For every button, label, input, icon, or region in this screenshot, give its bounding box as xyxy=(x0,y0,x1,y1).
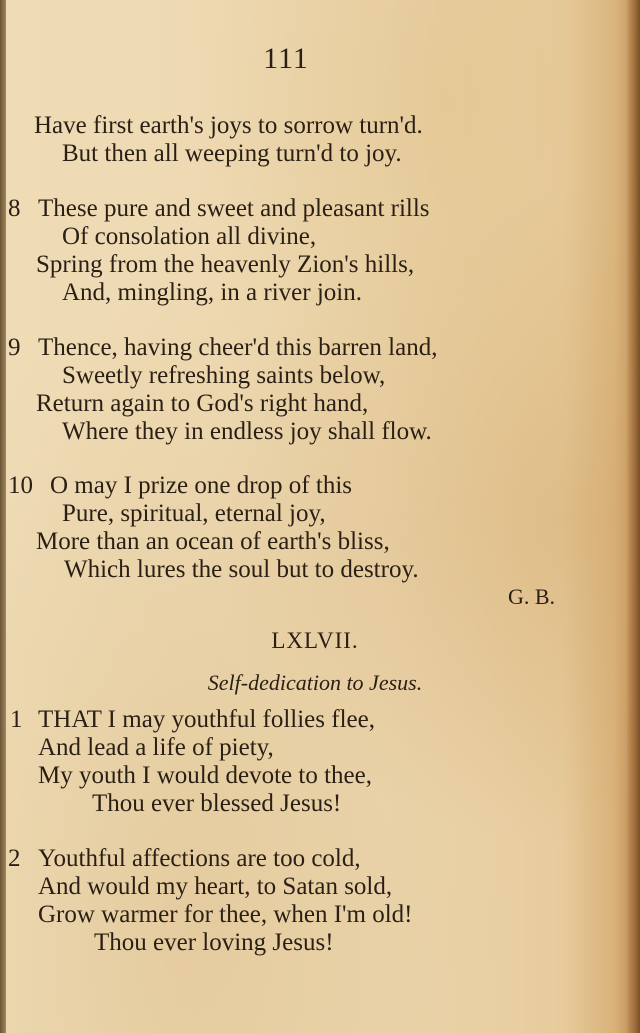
verse-line: More than an ocean of earth's bliss, xyxy=(36,528,390,555)
verse-line: But then all weeping turn'd to joy. xyxy=(62,140,402,167)
verse-line: Have first earth's joys to sorrow turn'd. xyxy=(34,112,423,139)
verse-line: Return again to God's right hand, xyxy=(36,390,369,417)
hymn-title: Self-dedication to Jesus. xyxy=(207,670,423,695)
verse-line: Which lures the soul but to destroy. xyxy=(64,556,419,583)
verse-line: Where they in endless joy shall flow. xyxy=(62,418,432,445)
verse-line: My youth I would devote to thee, xyxy=(38,762,372,789)
page-right-edge xyxy=(626,0,640,1033)
stanza-number: 2 xyxy=(8,845,21,872)
stanza-number: 8 xyxy=(8,195,21,222)
verse-line: And lead a life of piety, xyxy=(38,734,274,761)
page-left-edge xyxy=(0,0,6,1033)
author-signature: G. B. xyxy=(508,584,556,609)
verse-line: Youthful affections are too cold, xyxy=(38,845,361,872)
stanza-number: 1 xyxy=(10,706,23,733)
verse-line: THAT I may youthful follies flee, xyxy=(38,706,375,733)
verse-line: Spring from the heavenly Zion's hills, xyxy=(36,251,415,278)
verse-line: Pure, spiritual, eternal joy, xyxy=(62,500,326,527)
verse-line: O may I prize one drop of this xyxy=(50,472,353,499)
verse-line: Thou ever loving Jesus! xyxy=(94,929,334,956)
verse-line: Of consolation all divine, xyxy=(62,223,317,250)
verse-line: Sweetly refreshing saints below, xyxy=(62,362,386,389)
page-number: 111 xyxy=(263,42,309,75)
verse-line: Grow warmer for thee, when I'm old! xyxy=(38,901,413,928)
hymn-numeral: LXLVII. xyxy=(271,628,359,653)
verse-line: And would my heart, to Satan sold, xyxy=(38,873,393,900)
verse-line: Thou ever blessed Jesus! xyxy=(92,790,342,817)
verse-line: Thence, having cheer'd this barren land, xyxy=(38,334,438,361)
verse-line: These pure and sweet and pleasant rills xyxy=(38,195,430,222)
verse-line: And, mingling, in a river join. xyxy=(62,279,362,306)
stanza-number: 9 xyxy=(8,334,21,361)
stanza-number: 10 xyxy=(8,472,33,499)
